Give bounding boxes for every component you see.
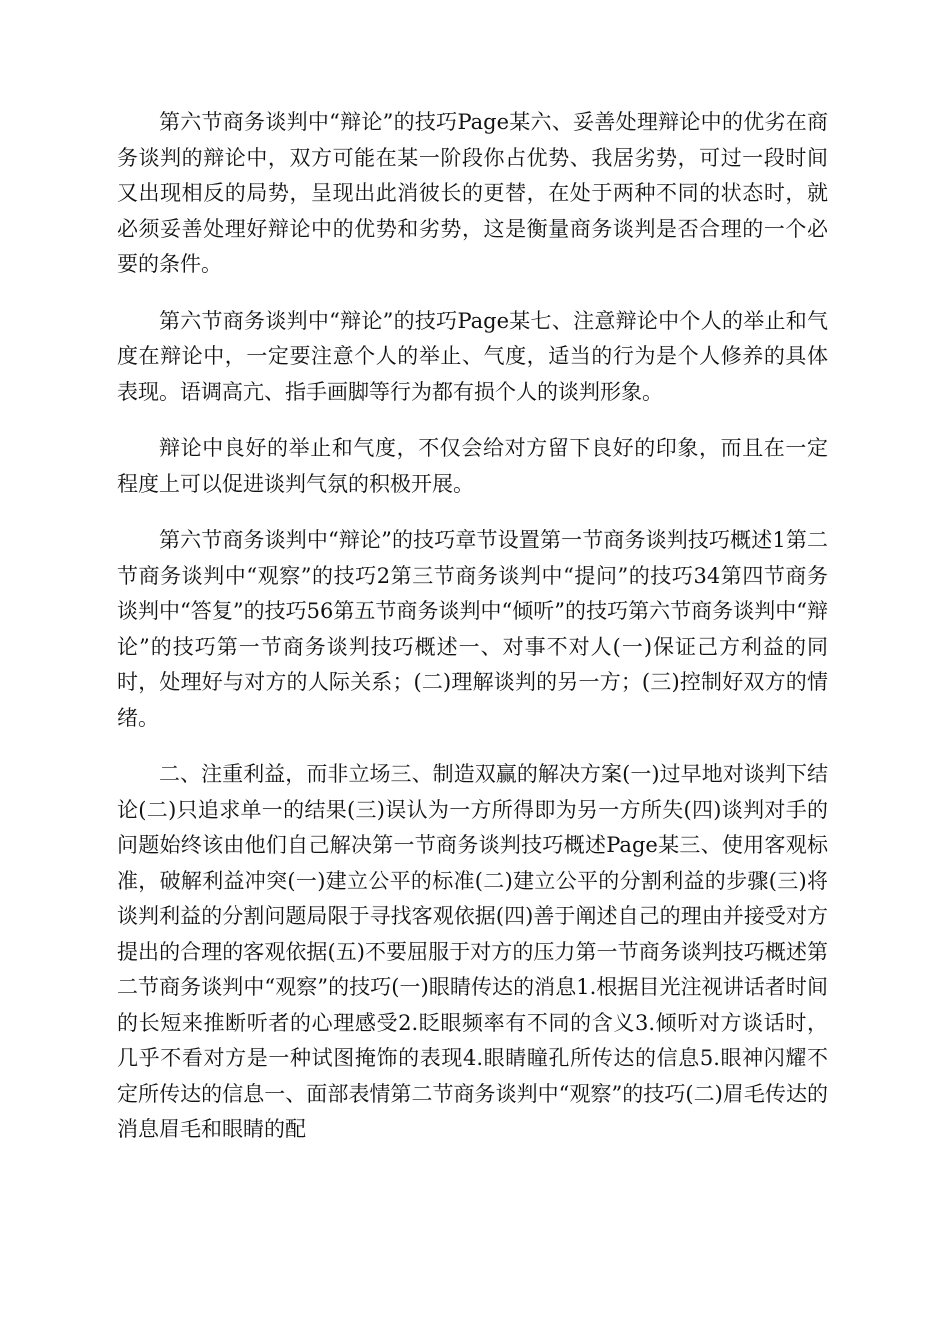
paragraph-2: 第六节商务谈判中“辩论”的技巧Page某七、注意辩论中个人的举止和气度在辩论中，一定要注意个人的举止、气度，适当的行为是个人修养的具体表现。语调高亢、指手画脚等行为都有损个人的谈判形象。 bbox=[117, 308, 828, 404]
paragraph-1: 第六节商务谈判中“辩论”的技巧Page某六、妥善处理辩论中的优劣在商务谈判的辩论中，双方可能在某一阶段你占优势、我居劣势，可过一段时间又出现相反的局势，呈现出此消彼长的更替，在处于两种不同的状态时，就必须妥善处理好辩论中的优势和劣势，这是衡量商务谈判是否合理的一个必要的条件。 bbox=[117, 110, 828, 276]
paragraph-3: 辩论中良好的举止和气度，不仅会给对方留下良好的印象，而且在一定程度上可以促进谈判气氛的积极开展。 bbox=[117, 436, 828, 496]
paragraph-5: 二、注重利益，而非立场三、制造双赢的解决方案(一)过早地对谈判下结论(二)只追求单一的结果(三)误认为一方所得即为另一方所失(四)谈判对手的问题始终该由他们自己解决第一节商务谈判技巧概述Page某三、使用客观标准，破解利益冲突(一)建立公平的标准(二)建立公平的分割利益的步骤(三)将谈判利益的分割问题局限于寻找客观依据(四)善于阐述自己的理由并接受对方提出的合理的客观依据(五)不要屈服于对方的压力第一节商务谈判技巧概述第二节商务谈判中“观察”的技巧(一)眼睛传达的消息1.根据目光注视讲话者时间的长短来推断听者的心理感受2.眨眼频率有不同的含义3.倾听对方谈话时，几乎不看对方是一种试图掩饰的表现4.眼睛瞳孔所传达的信息5.眼神闪耀不定所传达的信息一、面部表情第二节商务谈判中“观察”的技巧(二)眉毛传达的消息眉毛和眼睛的配 bbox=[117, 762, 828, 1141]
paragraph-4: 第六节商务谈判中“辩论”的技巧章节设置第一节商务谈判技巧概述1第二节商务谈判中“观察”的技巧2第三节商务谈判中“提问”的技巧34第四节商务谈判中“答复”的技巧56第五节商务谈判中“倾听”的技巧第六节商务谈判中“辩论”的技巧第一节商务谈判技巧概述一、对事不对人(一)保证己方利益的同时，处理好与对方的人际关系；(二)理解谈判的另一方；(三)控制好双方的情绪。 bbox=[117, 528, 828, 730]
document-page bbox=[117, 105, 828, 1169]
